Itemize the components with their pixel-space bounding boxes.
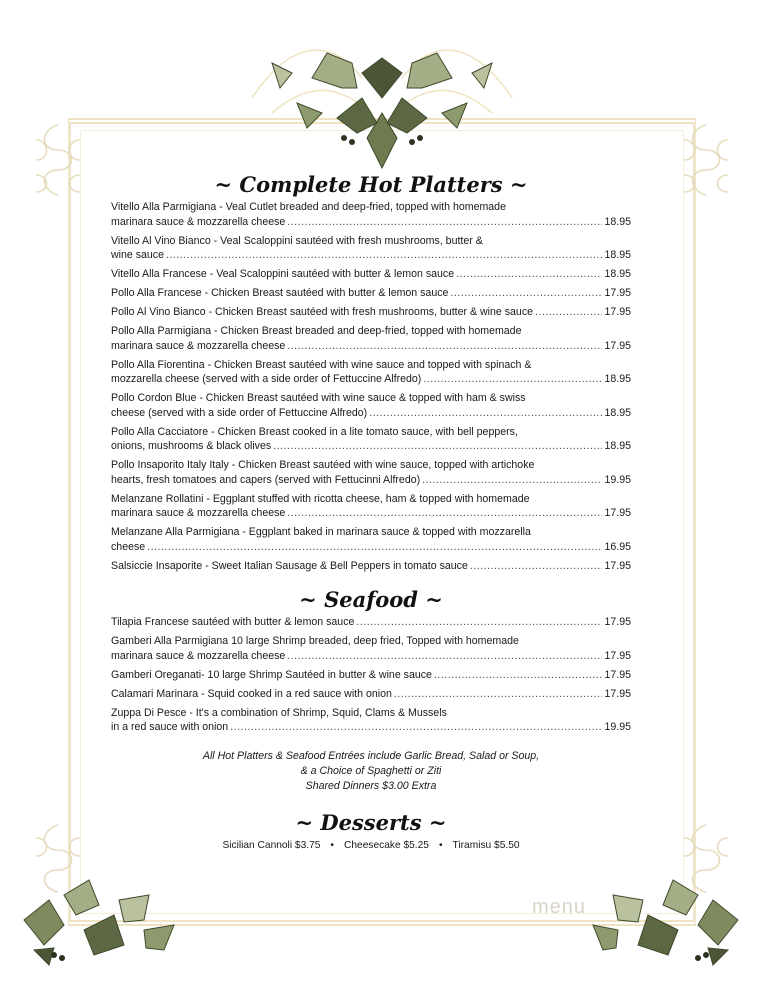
- menu-item: [111, 425, 631, 454]
- menu-item-price-line: [111, 215, 631, 230]
- dot-leader: [147, 540, 602, 555]
- menu-item-price-line: [111, 473, 631, 488]
- menu-item-description: Vitello Alla Francese - Veal Scaloppini sautéed with butter & lemon sauce: [111, 268, 455, 280]
- dessert-item: Sicilian Cannoli $3.75: [222, 839, 321, 851]
- menu-item: [111, 358, 631, 387]
- menu-item-description: marinara sauce & mozzarella cheese: [111, 649, 286, 662]
- ivy-leaves-top-icon: [232, 18, 532, 183]
- menu-item-price: 18.95: [604, 373, 631, 385]
- menu-item-line: [111, 525, 631, 540]
- menu-item-description: marinara sauce & mozzarella cheese: [111, 339, 286, 352]
- dot-leader: [470, 559, 603, 574]
- menu-item-line: [111, 706, 631, 721]
- menu-item-price-line: [111, 506, 631, 521]
- dot-leader: [230, 720, 602, 735]
- menu-item: [111, 525, 631, 554]
- menu-item-line: [111, 425, 631, 440]
- menu-item-price: 17.95: [604, 649, 631, 662]
- menu-item-description: Pollo Cordon Blue - Chicken Breast sautéed with wine sauce & topped with ham & swiss: [111, 392, 526, 404]
- menu-item: [111, 305, 631, 320]
- menu-item-price: 19.95: [604, 473, 631, 486]
- menu-item-description: marinara sauce & mozzarella cheese: [111, 507, 286, 519]
- menu-item-description: Melanzane Alla Parmigiana - Eggplant baked in marinara sauce & topped with mozzarella: [111, 526, 531, 538]
- dot-leader: [287, 506, 602, 521]
- menu-item-description: Tilapia Francese sautéed with butter & lemon sauce: [111, 616, 355, 628]
- menu-item-description: Zuppa Di Pesce - It's a combination of Shrimp, Squid, Clams & Mussels: [111, 706, 447, 719]
- section-title-desserts: ~ Desserts ~: [295, 809, 447, 835]
- menu-item-description: Vitello Al Vino Bianco - Veal Scaloppini sautéed with fresh mushrooms, butter &: [111, 234, 483, 247]
- menu-item-description: onions, mushrooms & black olives: [111, 440, 272, 452]
- dot-leader: [287, 649, 602, 664]
- menu-item-price-line: [111, 668, 631, 683]
- menu-item: [111, 615, 631, 630]
- dot-leader: [287, 215, 602, 230]
- menu-item: [111, 324, 631, 353]
- menu-content: [111, 170, 631, 851]
- menu-item-line: [111, 358, 631, 373]
- menu-item-price: 18.95: [604, 268, 631, 280]
- menu-item-description: Calamari Marinara - Squid cooked in a red sauce with onion: [111, 687, 392, 700]
- flourish-swirl-icon: [678, 120, 734, 210]
- ivy-leaves-corner-icon: [588, 860, 748, 970]
- menu-item: [111, 200, 631, 229]
- dot-leader: [287, 339, 602, 354]
- menu-item-description: cheese: [111, 540, 146, 553]
- menu-item: [111, 391, 631, 420]
- menu-item-price: 17.95: [604, 559, 631, 572]
- menu-item-price-line: [111, 267, 631, 282]
- menu-item: [111, 668, 631, 683]
- menu-item-price-line: [111, 339, 631, 354]
- menu-item-price-line: [111, 615, 631, 630]
- menu-item-price-line: [111, 540, 631, 555]
- menu-item-price-line: [111, 372, 631, 387]
- dot-leader: [394, 687, 603, 702]
- menu-item-price: 17.95: [604, 306, 631, 318]
- seafood-list: [111, 615, 631, 735]
- menu-item-description: in a red sauce with onion: [111, 721, 229, 733]
- menu-item-price: 17.95: [604, 507, 631, 519]
- note-line: All Hot Platters & Seafood Entrées include Garlic Bread, Salad or Soup,: [202, 749, 540, 762]
- menu-item-line: [111, 324, 631, 339]
- menu-item-price-line: [111, 248, 631, 263]
- dessert-item: Cheesecake $5.25: [344, 839, 429, 851]
- ivy-leaves-corner-icon: [14, 860, 184, 970]
- dot-leader: [450, 286, 602, 301]
- menu-item-description: marinara sauce & mozzarella cheese: [111, 215, 286, 228]
- menu-item-price-line: [111, 439, 631, 454]
- menu-item-price: 18.95: [604, 440, 631, 452]
- dot-leader: [535, 305, 602, 320]
- menu-item: [111, 286, 631, 301]
- hot-platters-list: [111, 200, 631, 573]
- dessert-item: Tiramisu $5.50: [452, 839, 520, 851]
- menu-item-description: hearts, fresh tomatoes and capers (served with Fettucinni Alfredo): [111, 473, 421, 486]
- menu-item-price: 18.95: [604, 249, 631, 261]
- menu-item-description: Pollo Alla Parmigiana - Chicken Breast breaded and deep-fried, topped with homemade: [111, 325, 522, 337]
- dot-leader: [369, 406, 602, 421]
- bullet-icon: •: [330, 839, 334, 851]
- menu-item-description: mozzarella cheese (served with a side order of Fettuccine Alfredo): [111, 373, 422, 385]
- menu-item-price-line: [111, 305, 631, 320]
- note-line: Shared Dinners $3.00 Extra: [305, 779, 437, 792]
- menu-item: [111, 706, 631, 735]
- menu-item-price: 17.95: [604, 339, 631, 352]
- menu-item-price: 18.95: [604, 215, 631, 228]
- dot-leader: [434, 668, 603, 683]
- menu-item-price: 17.95: [604, 668, 631, 681]
- menu-item: [111, 267, 631, 282]
- menu-item-price: 18.95: [604, 406, 631, 419]
- menu-item-line: [111, 458, 631, 473]
- menu-item-description: Pollo Alla Fiorentina - Chicken Breast sautéed with wine sauce and topped with spinach &: [111, 358, 532, 371]
- menu-item-line: [111, 391, 631, 406]
- menu-item-price: 17.95: [604, 616, 631, 628]
- platter-notes: [111, 749, 631, 794]
- menu-item-description: Melanzane Rollatini - Eggplant stuffed with ricotta cheese, ham & topped with homemade: [111, 492, 530, 505]
- menu-item-description: Pollo Al Vino Bianco - Chicken Breast sautéed with fresh mushrooms, butter & wine sauce: [111, 306, 534, 318]
- menu-item-description: Gamberi Alla Parmigiana 10 large Shrimp breaded, deep fried, Topped with homemade: [111, 635, 519, 647]
- menu-item-price: 19.95: [604, 721, 631, 733]
- menu-item-price: 17.95: [604, 287, 631, 299]
- dot-leader: [456, 267, 602, 282]
- menu-item-line: [111, 234, 631, 249]
- dot-leader: [422, 473, 602, 488]
- menu-item-line: [111, 200, 631, 215]
- watermark: menu: [532, 896, 587, 918]
- menu-item-price-line: [111, 720, 631, 735]
- dot-leader: [356, 615, 602, 630]
- flourish-swirl-icon: [30, 120, 86, 210]
- menu-item-description: cheese (served with a side order of Fettuccine Alfredo): [111, 406, 368, 419]
- menu-item-description: Pollo Alla Francese - Chicken Breast sautéed with butter & lemon sauce: [111, 287, 449, 299]
- dot-leader: [423, 372, 602, 387]
- menu-item-description: Salsiccie Insaporite - Sweet Italian Sausage & Bell Peppers in tomato sauce: [111, 559, 468, 572]
- dot-leader: [273, 439, 602, 454]
- dot-leader: [166, 248, 602, 263]
- menu-item-description: Vitello Alla Parmigiana - Veal Cutlet breaded and deep-fried, topped with homemade: [111, 201, 506, 213]
- menu-item: [111, 492, 631, 521]
- menu-item-price: 17.95: [604, 687, 631, 700]
- menu-item-price-line: [111, 687, 631, 702]
- menu-item-price-line: [111, 286, 631, 301]
- menu-item-description: Pollo Insaporito Italy Italy - Chicken Breast sautéed with wine sauce, topped with artichoke: [111, 459, 535, 471]
- menu-item: [111, 234, 631, 263]
- menu-item: [111, 687, 631, 702]
- section-title-hot-platters: ~ Complete Hot Platters ~: [214, 172, 528, 197]
- section-title-seafood: ~ Seafood ~: [299, 587, 443, 612]
- menu-item-line: [111, 634, 631, 649]
- menu-item-price: 16.95: [604, 540, 631, 553]
- note-line: & a Choice of Spaghetti or Ziti: [300, 764, 442, 777]
- menu-item-description: Pollo Alla Cacciatore - Chicken Breast cooked in a lite tomato sauce, with bell peppers,: [111, 425, 518, 438]
- menu-item: [111, 458, 631, 487]
- menu-item-line: [111, 492, 631, 507]
- menu-item: [111, 634, 631, 663]
- menu-item: [111, 559, 631, 574]
- menu-item-description: wine sauce: [111, 249, 164, 261]
- bullet-icon: •: [438, 839, 443, 851]
- menu-item-price-line: [111, 559, 631, 574]
- desserts-list: [111, 840, 631, 851]
- menu-item-description: Gamberi Oreganati- 10 large Shrimp Sautéed in butter & wine sauce: [111, 668, 432, 681]
- menu-item-price-line: [111, 649, 631, 664]
- menu-item-price-line: [111, 406, 631, 421]
